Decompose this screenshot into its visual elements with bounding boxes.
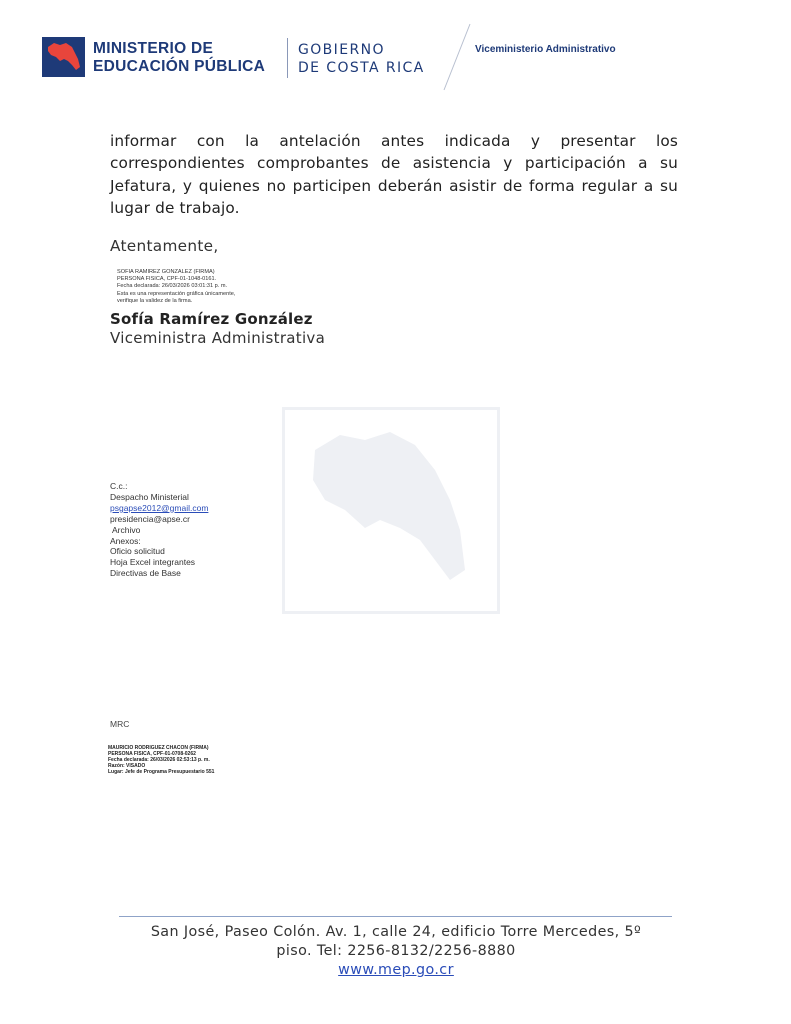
cc-email-link[interactable]: psgapse2012@gmail.com [110, 502, 209, 513]
office-name: Viceministerio Administrativo [475, 44, 616, 55]
annex-item: Directivas de Base [110, 568, 181, 579]
cc-label: C.c.: [110, 481, 128, 491]
footer-divider [119, 916, 672, 917]
costa-rica-map-icon [42, 37, 85, 77]
initials: MRC [110, 719, 130, 729]
cc-item: Despacho Ministerial [110, 491, 189, 502]
ministry-name: MINISTERIO DE EDUCACIÓN PÚBLICA [93, 40, 266, 75]
footer-address-line1: San José, Paseo Colón. Av. 1, calle 24, edificio Torre Mercedes, 5º [150, 924, 642, 940]
body-paragraph: informar con la antelación antes indicada y presentar los correspondientes comprobantes de asistencia y participación a su Jefatura, y quienes no participen deberán asistir de forma regular a su lugar de trabajo. [110, 132, 678, 218]
cc-item: Archivo [112, 524, 141, 535]
header-divider [287, 38, 288, 78]
mep-logo-mark [42, 37, 85, 77]
header-slash-divider [440, 22, 472, 94]
annex-label: Anexos: [110, 535, 141, 546]
footer [110, 923, 682, 980]
annex-item: Oficio solicitud [110, 546, 165, 557]
closing: Atentamente, [110, 237, 219, 255]
signer-name: Sofía Ramírez González [110, 310, 313, 328]
costa-rica-watermark-icon [285, 410, 497, 611]
annex-item: Hoja Excel integrantes [110, 557, 196, 568]
signer-title: Viceministra Administrativa [110, 329, 326, 347]
cc-list [110, 481, 208, 579]
government-name: GOBIERNO DE COSTA RICA [298, 42, 425, 76]
digital-signature-stamp: SOFIA RAMIREZ GONZALEZ (FIRMA) PERSONA FISICA, CPF-01-1048-0161. Fecha declarada: 26/03/2026 03:01:31 p. m. Esta es una representación gráfica únicamente, verifique la validez de la firma. [117, 269, 236, 304]
website-link[interactable]: www.mep.go.cr [338, 962, 454, 978]
cc-item: presidencia@apse.cr [110, 513, 190, 524]
footer-address-line2: piso. Tel: 2256-8132/2256-8880 [276, 943, 516, 959]
second-signature-stamp: MAURICIO RODRIGUEZ CHACON (FIRMA) PERSONA FISICA, CPF-01-0708-0262 Fecha declarada: 26/03/2026 02:53:13 p. m. Razón: VISADO Lugar: Jefe de Programa Presupuestario 551 [108, 745, 215, 776]
watermark [282, 407, 500, 614]
